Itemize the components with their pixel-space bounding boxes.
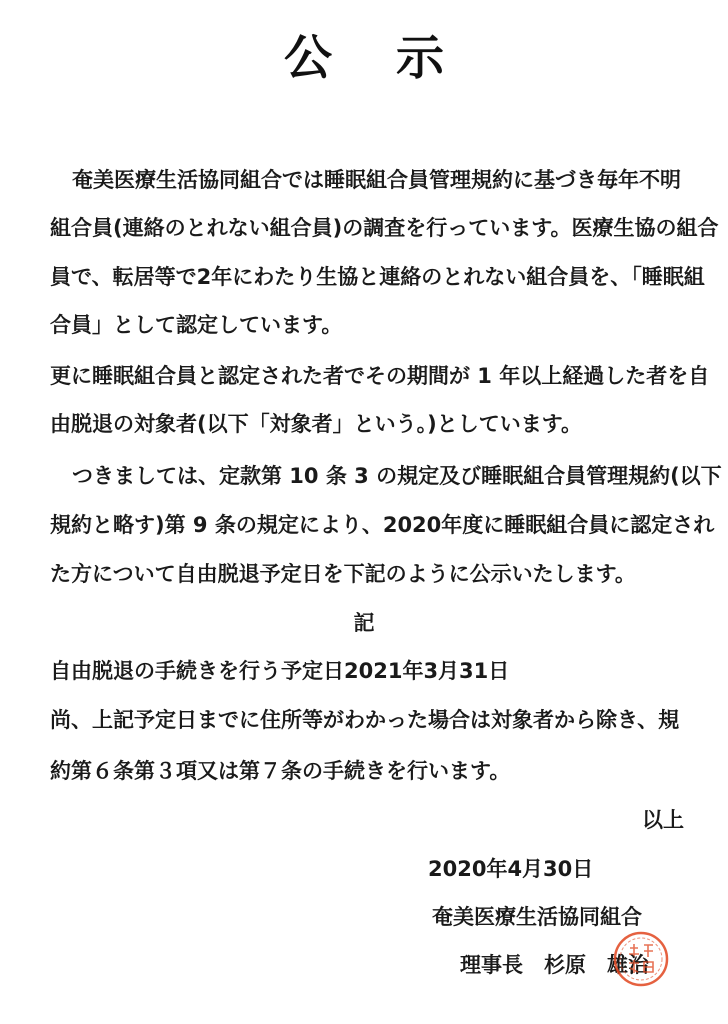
body-line-5: 更に睡眠組合員と認定された者でその期間が 1 年以上経過した者を自 (50, 364, 710, 388)
detail-line-1: 自由脱退の手続きを行う予定日2021年3月31日 (50, 659, 510, 683)
body-line-2: 組合員(連絡のとれない組合員)の調査を行っています。医療生協の組合 (50, 216, 719, 240)
body-line-9: た方について自由脱退予定日を下記のように公示いたします。 (50, 562, 636, 586)
notice-date: 2020年4月30日 (428, 857, 594, 881)
closing-text: 以上 (642, 808, 684, 832)
detail-line-3: 約第６条第３項又は第７条の手続きを行います。 (50, 759, 511, 783)
organization-name: 奄美医療生活協同組合 (432, 905, 642, 929)
seal-stamp-icon (612, 930, 670, 988)
body-line-6: 由脱退の対象者(以下「対象者」という。)としています。 (50, 412, 583, 436)
signatory-name: 理事長 杉原 雄治 (460, 953, 649, 977)
body-line-3: 員で、転居等で2年にわたり生協と連絡のとれない組合員を、「睡眠組 (50, 265, 705, 289)
body-line-7: つきましては、定款第 10 条 3 の規定及び睡眠組合員管理規約(以下 (72, 464, 722, 488)
ki-heading: 記 (353, 611, 375, 635)
body-line-1: 奄美医療生活協同組合では睡眠組合員管理規約に基づき毎年不明 (72, 168, 681, 192)
body-line-8: 規約と略す)第 9 条の規定により、2020年度に睡眠組合員に認定され (50, 513, 715, 537)
notice-title: 公示 (283, 30, 508, 86)
body-line-4: 合員」として認定しています。 (50, 313, 343, 337)
detail-line-2: 尚、上記予定日までに住所等がわかった場合は対象者から除き、規 (50, 708, 680, 732)
